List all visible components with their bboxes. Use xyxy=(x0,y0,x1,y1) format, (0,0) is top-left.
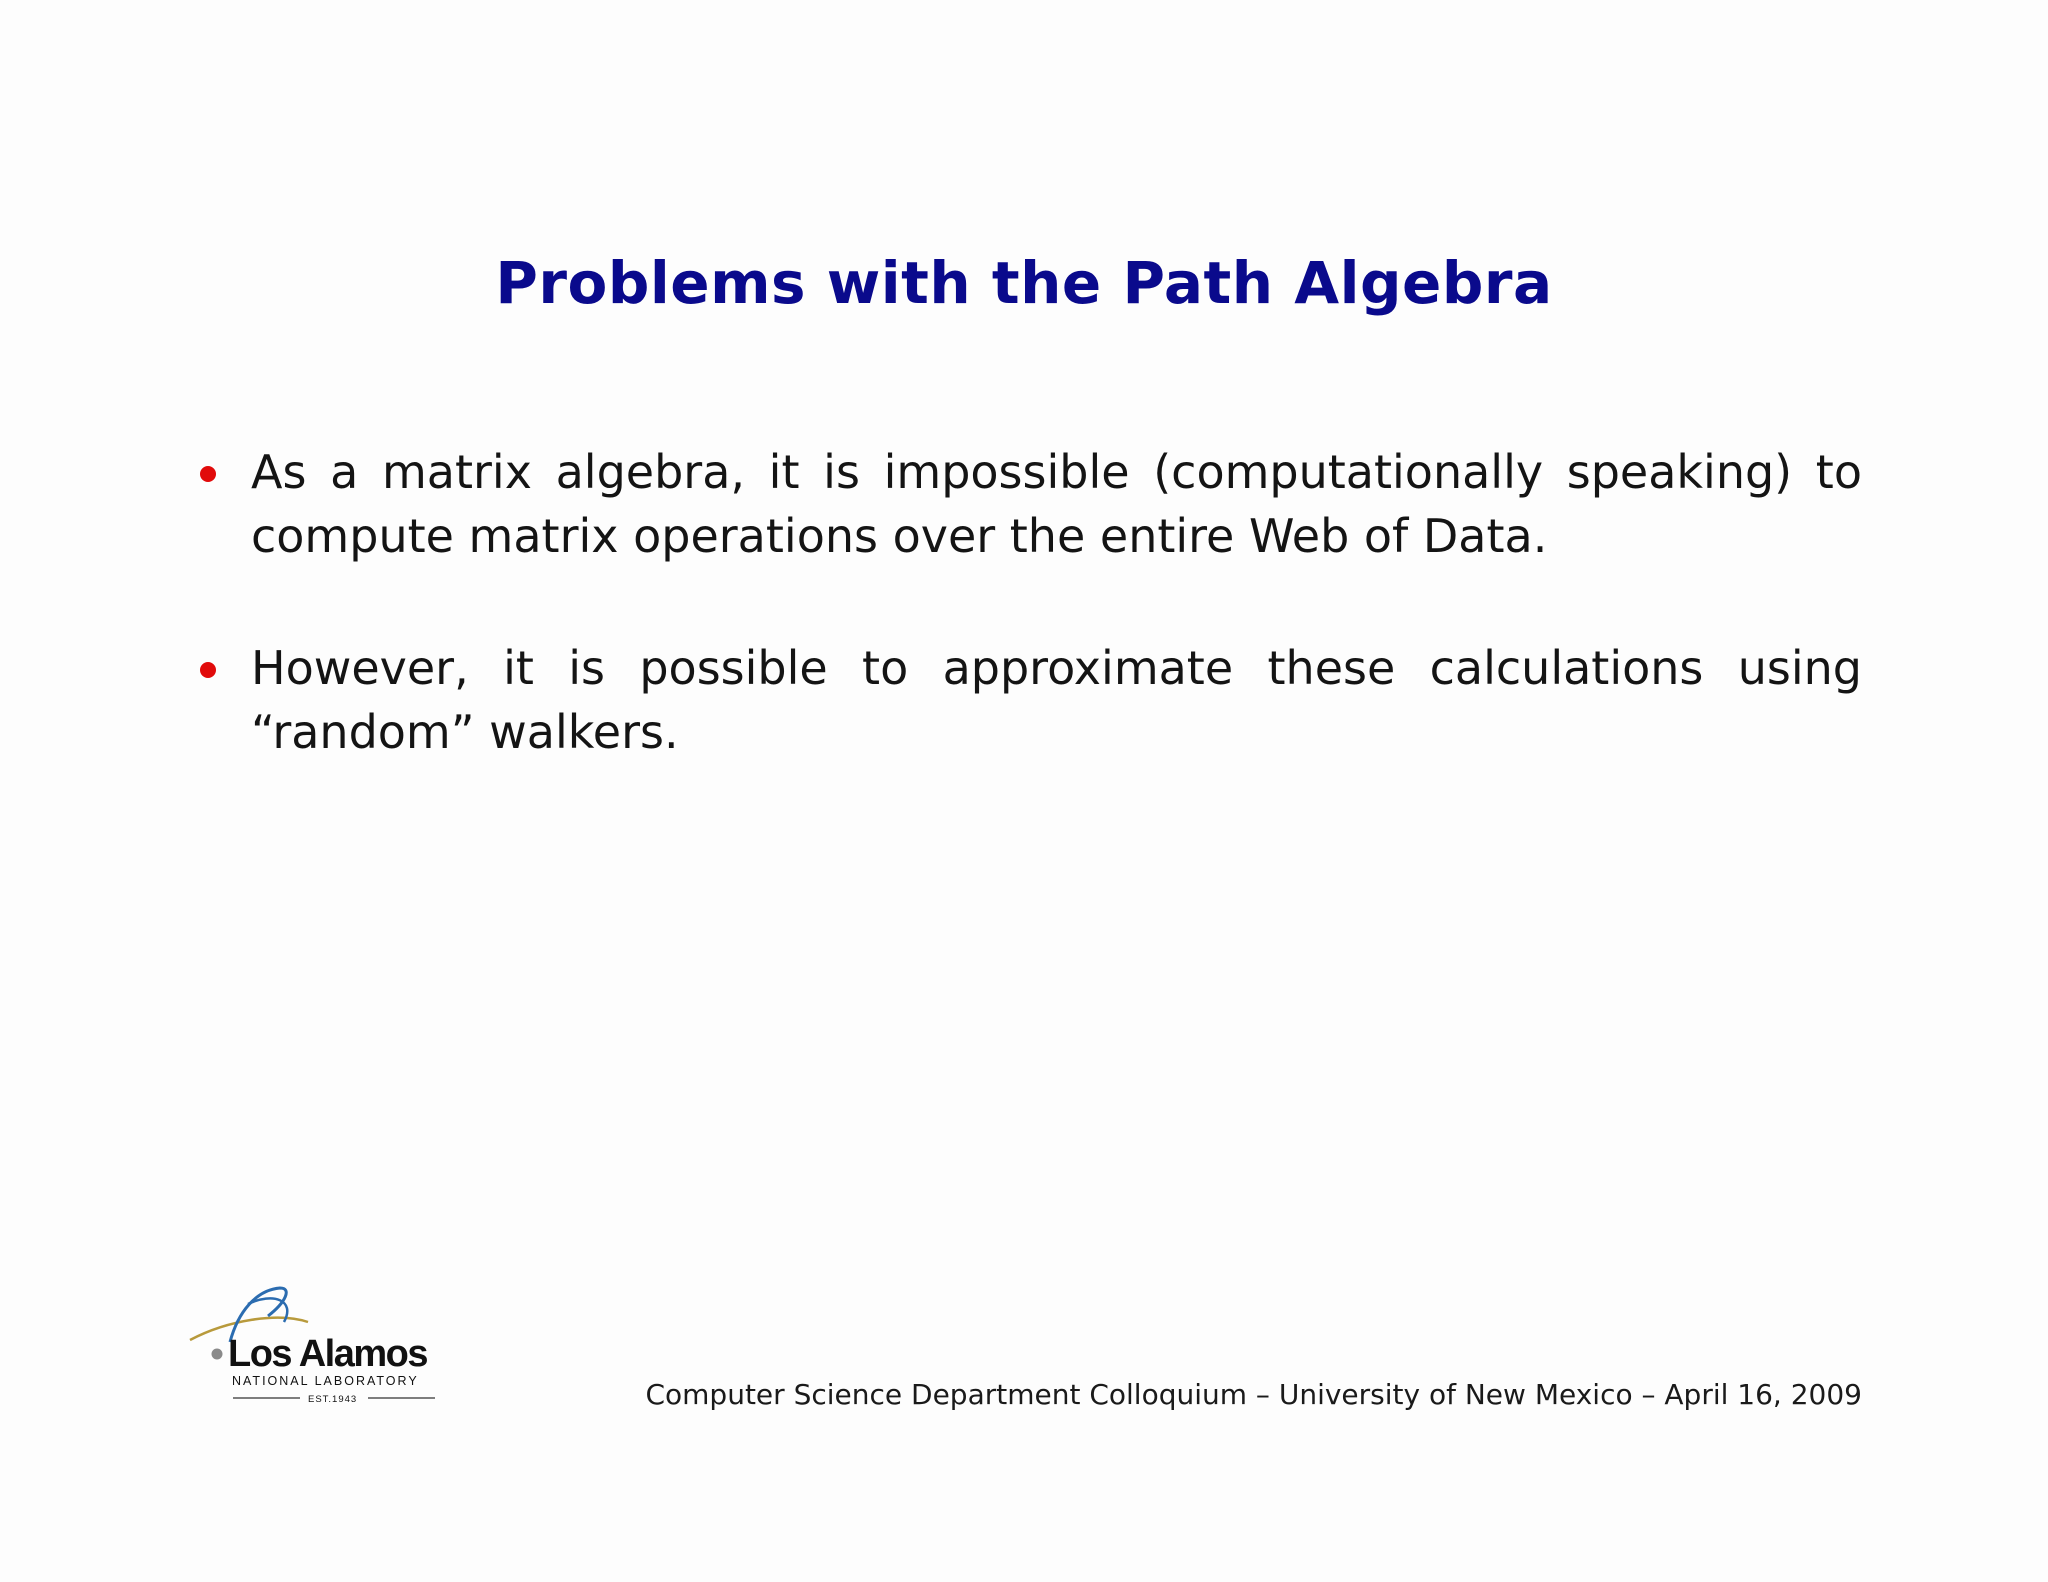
bullet-dot-icon xyxy=(200,466,216,482)
bullet-list xyxy=(200,440,1862,832)
bullet-item xyxy=(200,636,1862,764)
svg-text:NATIONAL LABORATORY: NATIONAL LABORATORY xyxy=(232,1374,419,1388)
bullet-item xyxy=(200,440,1862,568)
slide-title: Problems with the Path Algebra xyxy=(495,249,1553,317)
bullet-text: However, it is possible to approximate these calculations using “random” walkers. xyxy=(251,641,1862,759)
los-alamos-logo-icon xyxy=(188,1282,448,1412)
los-alamos-logo xyxy=(188,1282,448,1412)
bullet-dot-icon xyxy=(200,662,216,678)
footer-text: Computer Science Department Colloquium – University of New Mexico – April 16, 2009 xyxy=(645,1378,1862,1411)
svg-text:EST.1943: EST.1943 xyxy=(308,1394,358,1405)
bullet-text: As a matrix algebra, it is impossible (computationally speaking) to compute matrix operations over the entire Web of Data. xyxy=(251,445,1862,563)
svg-text:Los Alamos: Los Alamos xyxy=(228,1333,427,1375)
